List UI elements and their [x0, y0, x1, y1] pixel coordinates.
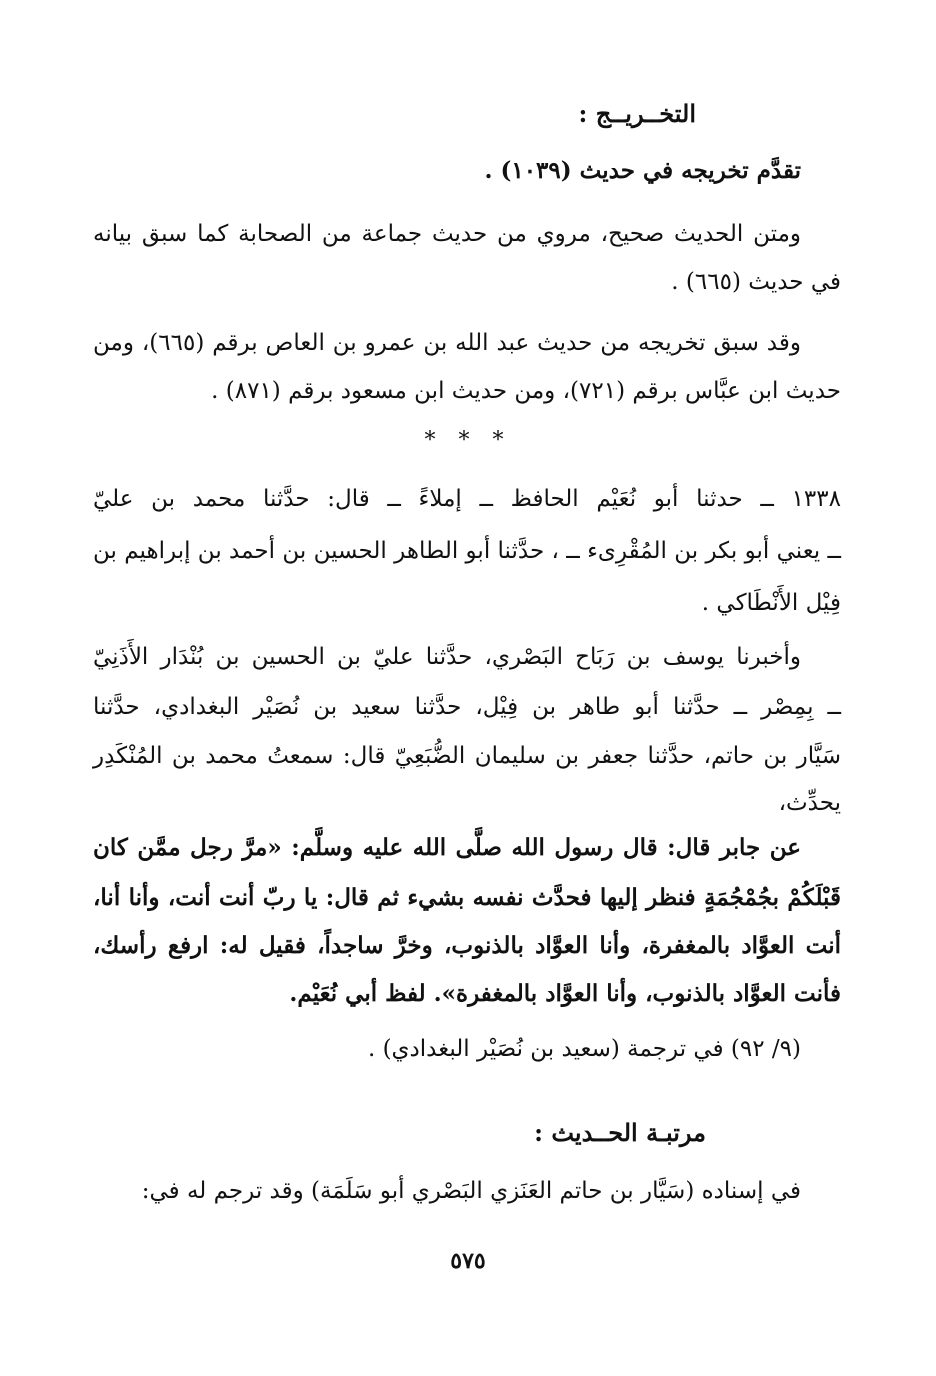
hadith-matn-line-1: عن جابر قال: قال رسول الله صلَّى الله عليه وسلَّم: «مرَّ رجل ممَّن كان [93, 834, 801, 861]
section-separator: * * * [424, 428, 512, 453]
martaba-text: في إسناده (سَيَّار بن حاتم العَنَزي البَصْري أبو سَلَمَة) وقد ترجم له في: [141, 1178, 801, 1204]
hadith-isnad-2-line-3: سَيَّار بن حاتم، حدَّثنا جعفر بن سليمان الضُّبَعِيّ قال: سمعتُ محمد بن المُنْكَدِر [93, 743, 841, 769]
takhrij-paragraph-2-line-1: ومتن الحديث صحيح، مروي من حديث جماعة من الصحابة كما سبق بيانه [93, 221, 801, 247]
takhrij-heading: التخــريــج : [578, 99, 696, 128]
takhrij-paragraph-1-line-1: تقدَّم تخريجه في حديث (١٠٣٩) . [484, 157, 801, 184]
hadith-matn-line-4: فأنت العوَّاد بالذنوب، وأنا العوَّاد بالمغفرة». لفظ أبي نُعَيْم. [289, 980, 841, 1007]
takhrij-paragraph-2-line-2: في حديث (٦٦٥) . [671, 269, 841, 295]
hadith-isnad-1-line-2: ــ يعني أبو بكر بن المُقْرِىء ــ ، حدَّثنا أبو الطاهر الحسين بن أحمد بن إبراهيم بن [93, 538, 841, 564]
hadith-matn-line-2: قَبْلَكُمْ بجُمْجُمَةٍ فنظر إليها فحدَّث نفسه بشيء ثم قال: يا ربّ أنت أنت، وأنا أنا، [93, 884, 841, 911]
hadith-reference: (٩/ ٩٢) في ترجمة (سعيد بن نُصَيْر البغدادي) . [367, 1036, 801, 1062]
takhrij-paragraph-3-line-1: وقد سبق تخريجه من حديث عبد الله بن عمرو بن العاص برقم (٦٦٥)، ومن [93, 330, 801, 356]
hadith-isnad-2-line-2: ــ بِمِصْر ــ حدَّثنا أبو طاهر بن فِيْل، حدَّثنا سعيد بن نُصَيْر البغدادي، حدَّثنا [93, 694, 841, 720]
hadith-isnad-2-line-4: يحدِّث، [778, 790, 841, 816]
hadith-matn-line-3: أنت العوَّاد بالمغفرة، وأنا العوَّاد بالذنوب، وخرَّ ساجداً، فقيل له: ارفع رأسك، [93, 932, 841, 959]
hadith-isnad-1-line-3: فِيْل الأَنْطَاكي . [701, 590, 841, 616]
hadith-isnad-2-line-1: وأخبرنا يوسف بن رَبَاح البَصْري، حدَّثنا عليّ بن الحسين بن بُنْدَار الأَذَنِيّ [93, 644, 801, 670]
martaba-heading: مرتبـة الحــديث : [534, 1118, 706, 1147]
page-number: ٥٧٥ [450, 1248, 486, 1274]
hadith-isnad-1-line-1: ١٣٣٨ ــ حدثنا أبو نُعَيْم الحافظ ــ إملاءً ــ قال: حدَّثنا محمد بن عليّ [93, 486, 841, 512]
takhrij-paragraph-3-line-2: حديث ابن عبَّاس برقم (٧٢١)، ومن حديث ابن مسعود برقم (٨٧١) . [211, 378, 841, 404]
